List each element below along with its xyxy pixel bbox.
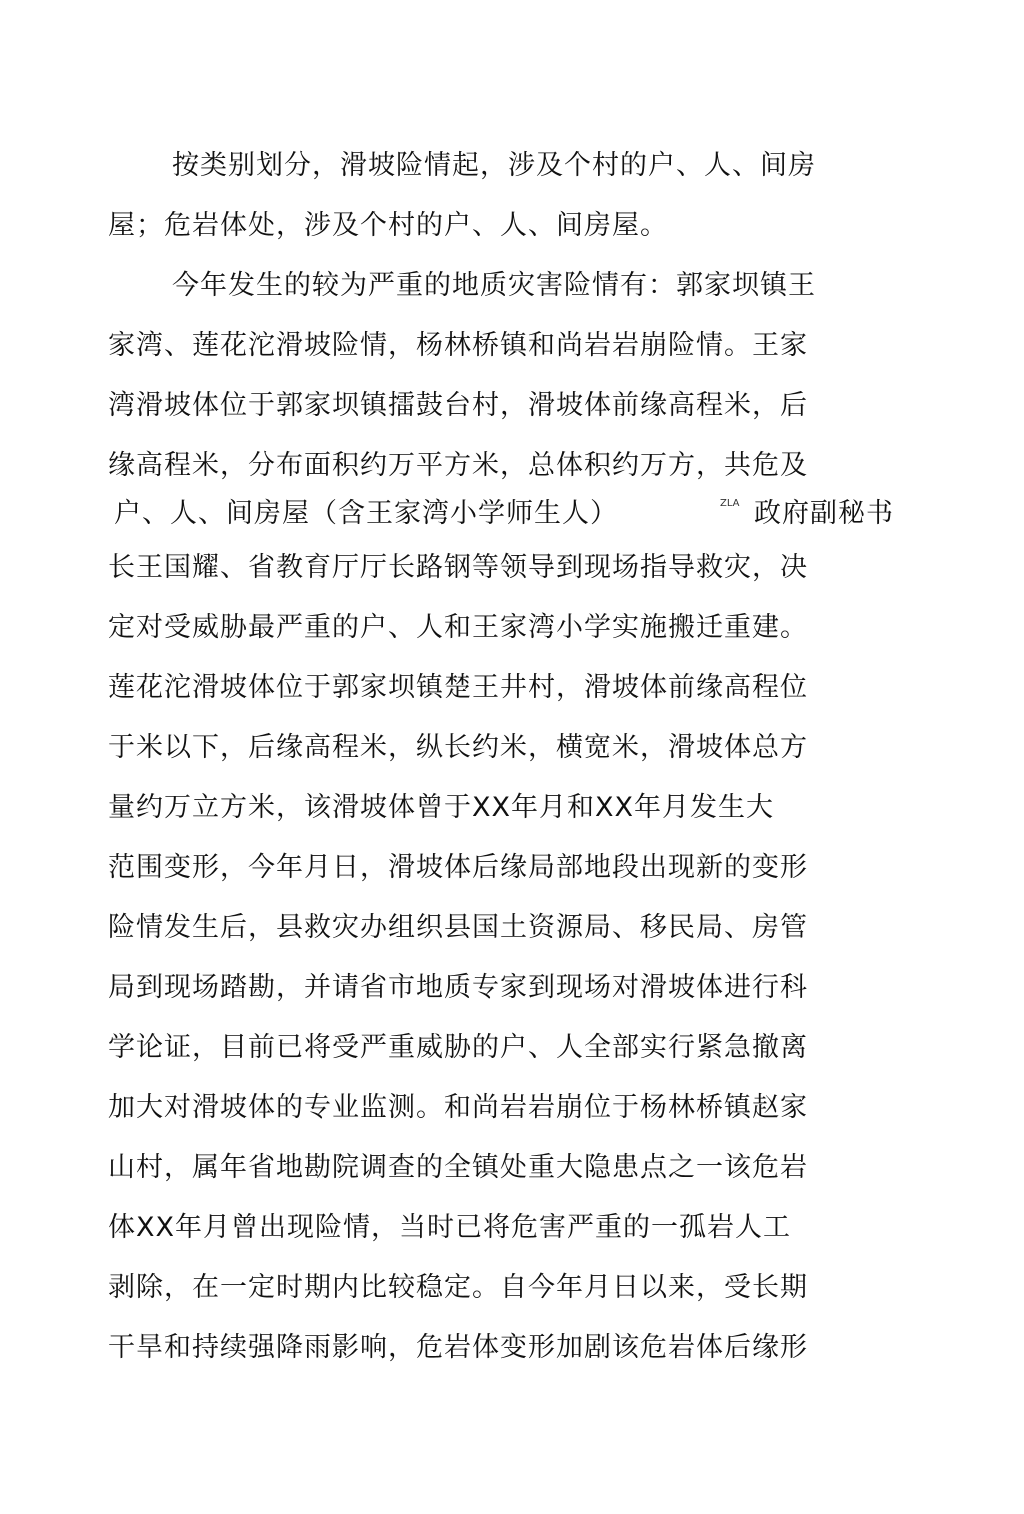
paragraph-2-line-12: 险情发生后，县救灾办组织县国土资源局、移民局、房管 bbox=[108, 912, 808, 943]
paragraph-2-line-19: 干旱和持续强降雨影响，危岩体变形加剧该危岩体后缘形 bbox=[108, 1332, 808, 1363]
paragraph-2-line-4: 缘高程米，分布面积约万平方米，总体积约万方，共危及 bbox=[108, 450, 808, 481]
paragraph-2-line-10: 量约万立方米，该滑坡体曾于XX年月和XX年月发生大 bbox=[108, 792, 774, 823]
paragraph-2-line-1: 今年发生的较为严重的地质灾害险情有：郭家坝镇王 bbox=[172, 270, 816, 301]
paragraph-2-line-9: 于米以下，后缘高程米，纵长约米，横宽米，滑坡体总方 bbox=[108, 732, 808, 763]
scan-artifact-mark: ZLA bbox=[720, 498, 740, 509]
paragraph-1-line-2: 屋；危岩体处，涉及个村的户、人、间房屋。 bbox=[108, 210, 668, 241]
paragraph-2-line-8: 莲花沱滑坡体位于郭家坝镇楚王井村，滑坡体前缘高程位 bbox=[108, 672, 808, 703]
paragraph-2-line-14: 学论证，目前已将受严重威胁的户、人全部实行紧急撤离 bbox=[108, 1032, 808, 1063]
paragraph-2-line-3: 湾滑坡体位于郭家坝镇擂鼓台村，滑坡体前缘高程米，后 bbox=[108, 390, 808, 421]
paragraph-1-line-1: 按类别划分，滑坡险情起，涉及个村的户、人、间房 bbox=[172, 150, 816, 181]
paragraph-2-line-17: 体XX年月曾出现险情，当时已将危害严重的一孤岩人工 bbox=[108, 1212, 791, 1243]
paragraph-2-line-15: 加大对滑坡体的专业监测。和尚岩岩崩位于杨林桥镇赵家 bbox=[108, 1092, 808, 1123]
paragraph-2-line-2: 家湾、莲花沱滑坡险情，杨林桥镇和尚岩岩崩险情。王家 bbox=[108, 330, 808, 361]
paragraph-2-line-11: 范围变形，今年月日，滑坡体后缘局部地段出现新的变形 bbox=[108, 852, 808, 883]
paragraph-2-line-13: 局到现场踏勘，并请省市地质专家到现场对滑坡体进行科 bbox=[108, 972, 808, 1003]
paragraph-2-line-16: 山村，属年省地勘院调查的全镇处重大隐患点之一该危岩 bbox=[108, 1152, 808, 1183]
paragraph-2-line-5-tail: 政府副秘书 bbox=[754, 498, 894, 529]
paragraph-2-line-18: 剥除，在一定时期内比较稳定。自今年月日以来，受长期 bbox=[108, 1272, 808, 1303]
paragraph-2-line-5: 户、人、间房屋（含王家湾小学师生人） bbox=[114, 498, 618, 529]
paragraph-2-line-6: 长王国耀、省教育厅厅长路钢等领导到现场指导救灾，决 bbox=[108, 552, 808, 583]
paragraph-2-line-7: 定对受威胁最严重的户、人和王家湾小学实施搬迁重建。 bbox=[108, 612, 808, 643]
